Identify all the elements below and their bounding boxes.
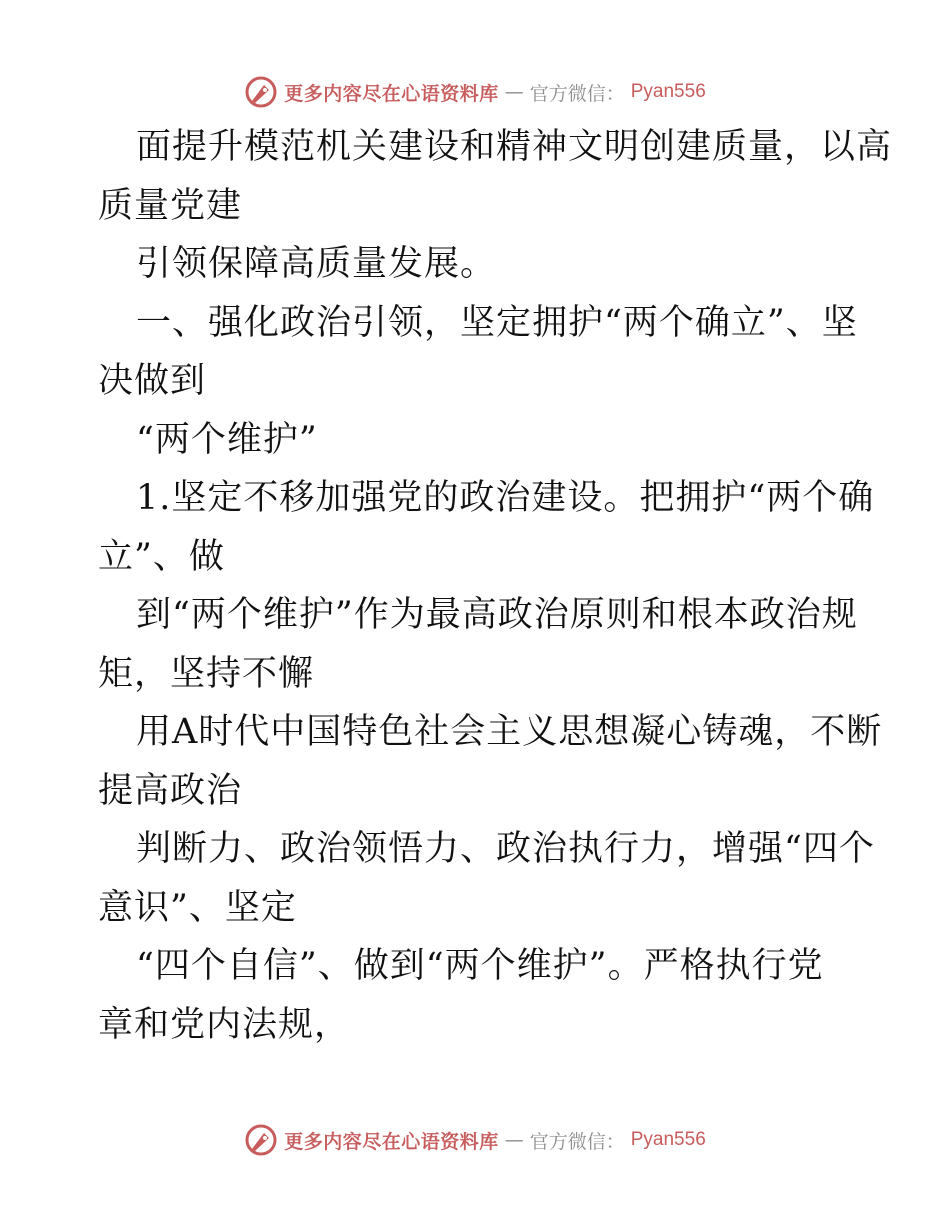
text-line: 立”、做 <box>98 536 225 577</box>
watermark-separator: — <box>504 81 524 103</box>
text-line: 章和党内法规， <box>98 1004 351 1045</box>
text-line: 面提升模范机关建设和精神文明创建质量，以高 <box>136 127 893 167</box>
watermark-separator: — <box>504 1129 524 1151</box>
section-heading: 一、强化政治引领，坚定拥护“两个确立”、坚 <box>136 302 858 343</box>
text-line: 判断力、政治领悟力、政治执行力，增强“四个 <box>136 829 875 869</box>
watermark-wechat-label: 官方微信： <box>529 1130 625 1153</box>
footer-watermark <box>0 1120 950 1160</box>
text-line: 引领保障高质量发展。 <box>136 244 497 284</box>
text-line: 意识”、坚定 <box>98 887 297 928</box>
pen-nib-logo-icon <box>244 75 278 109</box>
section-heading-cont: “两个维护” <box>136 419 318 460</box>
text-line: 矩，坚持不懈 <box>98 653 315 694</box>
watermark-wechat-id: Pyan556 <box>630 1129 706 1150</box>
text-line: 用A时代中国特色社会主义思想凝心铸魂，不断 <box>136 712 883 752</box>
pen-nib-logo-icon <box>244 1123 278 1157</box>
text-line: 质量党建 <box>98 185 243 226</box>
section-heading-cont: 决做到 <box>98 361 207 401</box>
watermark-brand: 更多内容尽在心语资料库 <box>284 1130 499 1153</box>
document-body <box>98 118 893 1054</box>
watermark-wechat-id: Pyan556 <box>630 81 706 102</box>
text-line: 到“两个维护”作为最高政治原则和根本政治规 <box>136 595 858 635</box>
watermark-brand: 更多内容尽在心语资料库 <box>284 82 499 105</box>
watermark-wechat-label: 官方微信： <box>529 82 625 105</box>
text-line: “四个自信”、做到“两个维护”。严格执行党 <box>136 946 824 986</box>
header-watermark <box>0 72 950 112</box>
text-line: 提高政治 <box>98 770 243 811</box>
text-line: 1.坚定不移加强党的政治建设。把拥护“两个确 <box>136 478 875 518</box>
